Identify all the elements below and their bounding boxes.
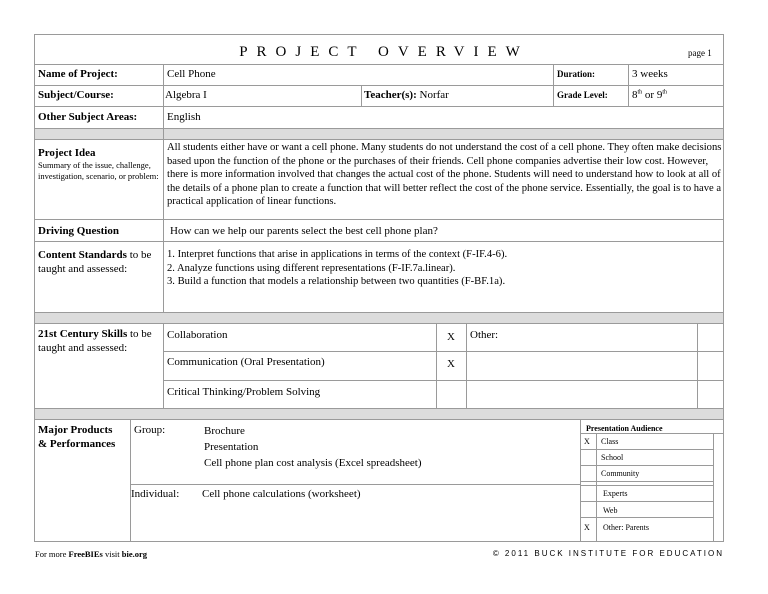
grade-or: or [642, 89, 657, 101]
page-title: PROJECT OVERVIEW [239, 44, 529, 60]
audience-other-mark: X [584, 523, 590, 532]
grade-b: 9 [656, 89, 663, 101]
duration-label: Duration: [557, 69, 595, 79]
divider [164, 351, 724, 352]
audience-experts: Experts [603, 489, 628, 498]
skills-label [38, 328, 162, 355]
individual-product-item: Cell phone calculations (worksheet) [202, 488, 361, 500]
footer-text: For more [35, 549, 69, 559]
group-product-item: Brochure [204, 425, 245, 437]
divider [164, 380, 724, 381]
driving-question-label: Driving Question [38, 225, 119, 237]
skills-other-label: Other: [470, 329, 499, 341]
divider [580, 481, 713, 482]
divider [580, 433, 724, 434]
grade-label: Grade Level: [557, 90, 608, 100]
products-label-line2: & Performances [38, 438, 116, 450]
column-rule [697, 323, 698, 408]
audience-class: Class [601, 437, 619, 446]
skill-communication: Communication (Oral Presentation) [167, 356, 325, 368]
divider [580, 465, 713, 466]
grade-b-sup: th [662, 89, 668, 96]
content-standards-label [38, 249, 162, 276]
project-idea-sublabel: Summary of the issue, challenge, investigation, scenario, or problem: [38, 160, 159, 181]
divider [34, 241, 724, 242]
column-rule [713, 433, 714, 542]
teacher-label: Teacher(s): [364, 89, 417, 101]
driving-question-text: How can we help our parents select the best cell phone plan? [170, 225, 438, 237]
standard-item: 3. Build a function that models a relationship between two quantities (F-BF.1a). [167, 276, 506, 287]
grade-a: 8 [632, 89, 638, 101]
teacher-cell [364, 89, 449, 102]
footer-text: visit [102, 549, 122, 559]
section-spacer [35, 129, 723, 139]
footer-left [35, 549, 147, 559]
audience-web: Web [603, 506, 618, 515]
duration-value: 3 weeks [632, 68, 668, 80]
standard-item: 1. Interpret functions that arise in applications in terms of the context (F-IF.4-6). [167, 249, 508, 260]
column-rule [163, 64, 164, 312]
individual-label: Individual: [131, 488, 180, 500]
skills-label-bold: 21st Century Skills [38, 328, 128, 340]
audience-other: Other: Parents [603, 523, 649, 532]
divider [130, 484, 580, 485]
audience-school: School [601, 453, 624, 462]
column-rule [628, 64, 629, 106]
divider [580, 517, 713, 518]
divider [34, 64, 724, 65]
skills-label-rest: to be taught and assessed: [38, 328, 152, 354]
group-product-item: Cell phone plan cost analysis (Excel spreadsheet) [204, 457, 422, 469]
skill-communication-mark: X [447, 358, 455, 370]
subject-value: Algebra I [165, 89, 207, 101]
standard-item: 2. Analyze functions using different representations (F-IF.7a.linear). [167, 262, 456, 274]
project-idea-text: All students either have or want a cell phone. Many students do not understand the cost of a cell phone. They often make decisions based upon the function of the phone or the purchases of their friends. Cell phone companies advertise their low cost. However, there is more information involved that changes the actual cost of the phone. Students will need to understand how to look at all of the details of a phone plan to create a function that will better reflect the cost of the phone service. Essentially, the goal is to have a practical application of linear functions. [167, 142, 722, 207]
audience-community: Community [601, 469, 640, 478]
skill-collaboration-mark: X [447, 331, 455, 343]
grade-a-sup: th [637, 89, 643, 96]
section-spacer [35, 409, 723, 419]
page-number: page 1 [688, 48, 712, 58]
section-spacer [35, 313, 723, 323]
divider [34, 106, 724, 107]
products-label-line1: Major Products [38, 424, 113, 436]
standards-label-rest: to be taught and assessed: [38, 249, 152, 275]
audience-class-mark: X [584, 437, 590, 446]
footer-copyright: © 2011 BUCK INSTITUTE FOR EDUCATION [492, 549, 724, 558]
column-rule [553, 64, 554, 106]
standards-label-bold: Content Standards [38, 249, 127, 261]
skill-critical-thinking: Critical Thinking/Problem Solving [167, 386, 321, 398]
column-rule [361, 85, 362, 106]
skill-collaboration: Collaboration [167, 329, 228, 341]
column-rule [466, 323, 467, 408]
group-products-list [204, 423, 574, 471]
subject-label: Subject/Course: [38, 89, 114, 101]
column-rule [163, 323, 164, 408]
divider [580, 485, 713, 486]
standards-list [167, 248, 723, 289]
divider [34, 85, 724, 86]
divider [34, 219, 724, 220]
divider [34, 419, 724, 420]
teacher-value: Norfar [419, 89, 449, 101]
group-product-item: Presentation [204, 441, 259, 453]
other-subjects-label: Other Subject Areas: [38, 111, 138, 123]
divider [34, 139, 724, 140]
column-rule [130, 419, 131, 542]
project-idea-label: Project Idea [38, 147, 96, 159]
name-value: Cell Phone [167, 68, 216, 80]
group-label: Group: [134, 424, 166, 436]
column-rule [596, 433, 597, 542]
footer-link[interactable]: bie.org [121, 549, 148, 559]
other-subjects-value: English [167, 111, 201, 123]
name-label: Name of Project: [38, 68, 118, 80]
footer-freebies: FreeBIEs [68, 549, 103, 559]
divider [34, 323, 724, 324]
audience-title: Presentation Audience [586, 424, 663, 433]
divider [580, 501, 713, 502]
grade-value [632, 89, 667, 102]
column-rule [436, 323, 437, 408]
divider [580, 449, 713, 450]
